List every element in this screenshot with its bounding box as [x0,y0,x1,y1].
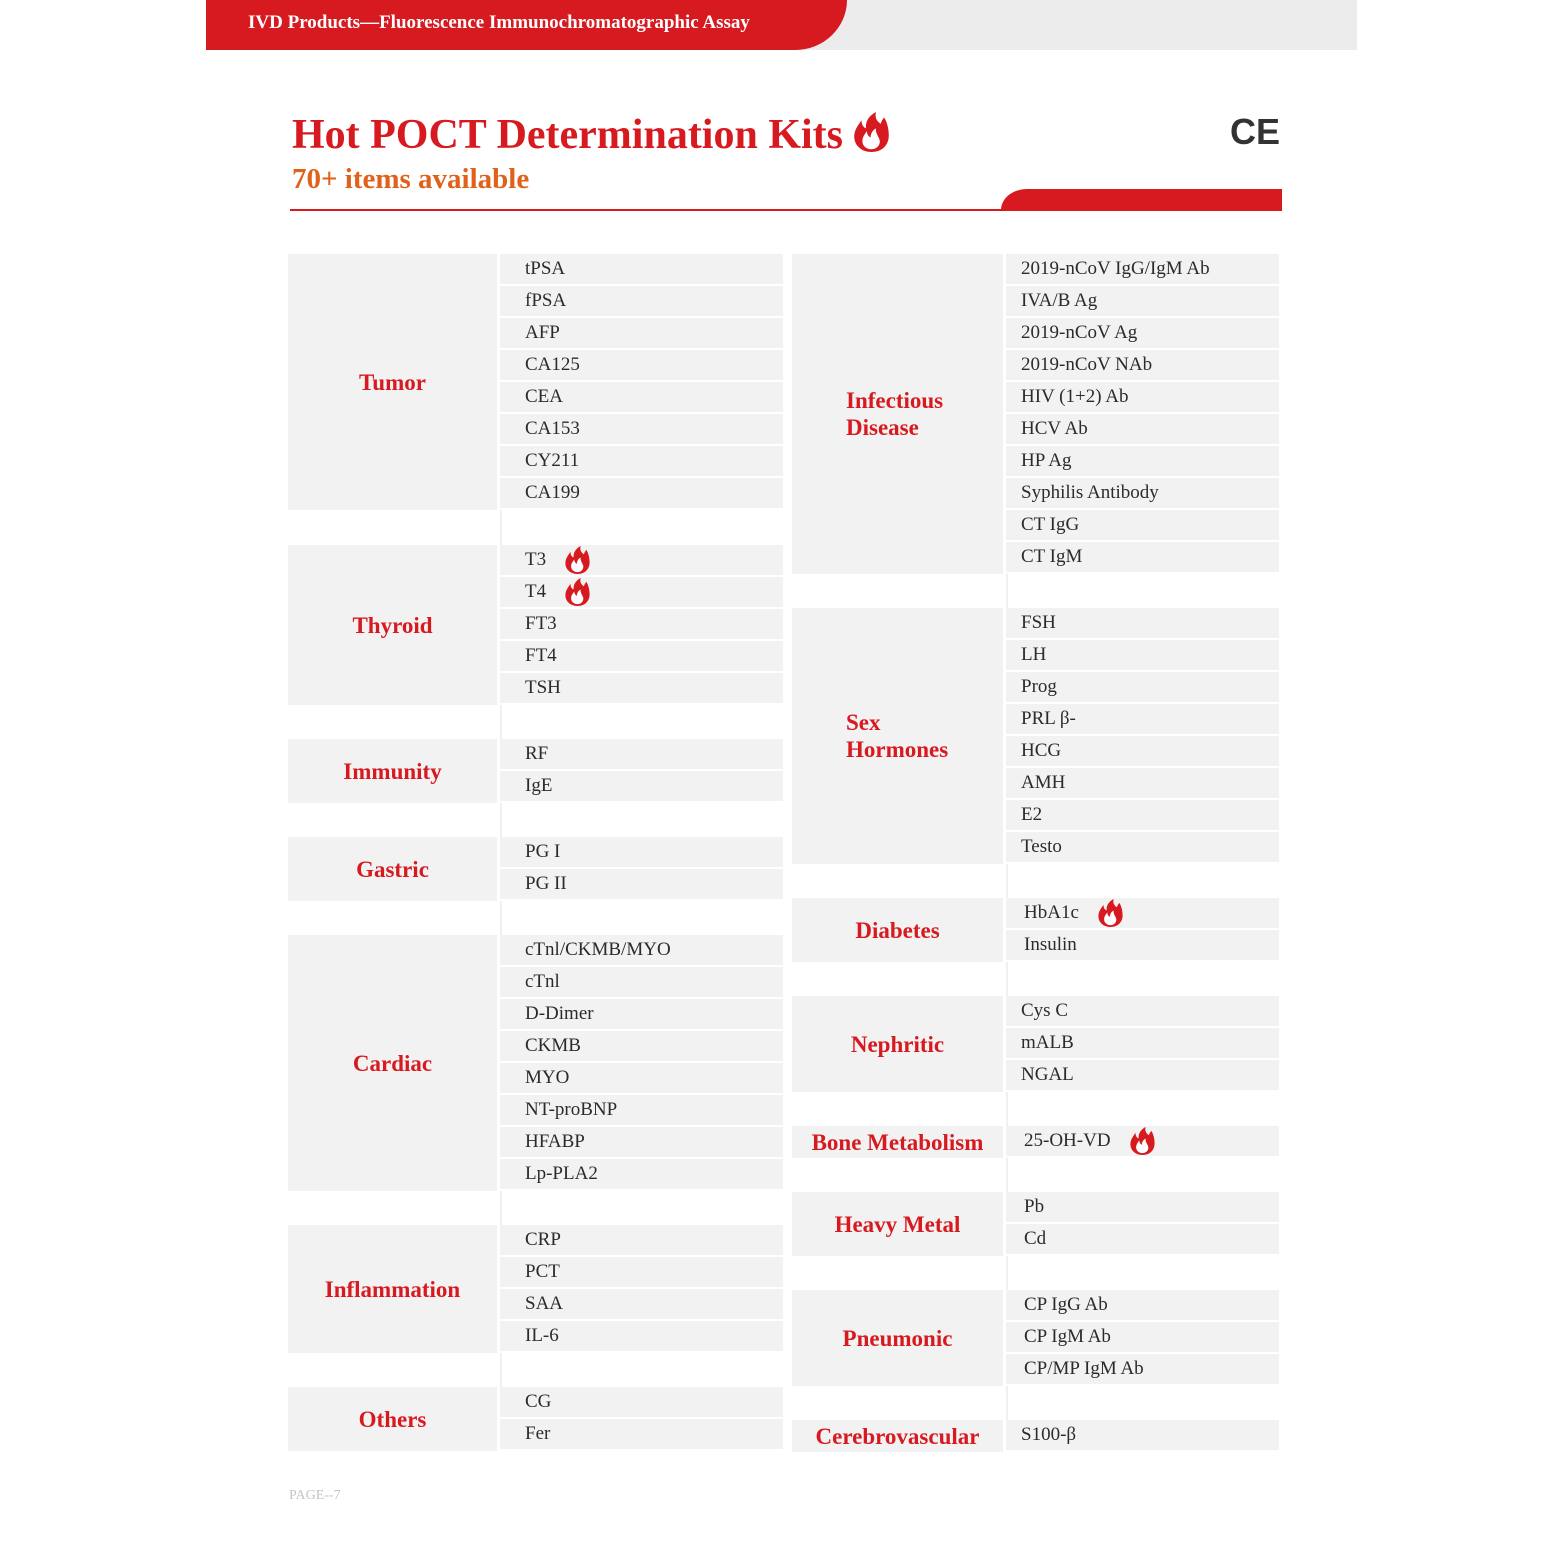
item-name: HP Ag [1021,450,1072,471]
group-spacer [792,1092,1279,1126]
group-spacer [792,1256,1279,1290]
list-item [500,1127,783,1159]
list-item [500,446,783,478]
flame-icon [1129,1127,1156,1155]
group-spacer [288,1353,783,1387]
category-group-inflammation [288,1225,783,1353]
item-name: 25-OH-VD [1024,1130,1111,1151]
category-group-nephritic [792,996,1279,1092]
list-item [1006,800,1279,832]
list-item [1006,608,1279,640]
list-item [1006,832,1279,864]
list-item [500,1289,783,1321]
list-item [1006,640,1279,672]
list-item [500,478,783,510]
item-name: IgE [525,775,553,796]
list-item [1006,1420,1279,1452]
list-item [1006,478,1279,510]
item-name: CP/MP IgM Ab [1024,1358,1144,1379]
list-item [1006,1028,1279,1060]
item-name: CKMB [525,1035,581,1056]
category-label: Tumor [288,254,497,510]
list-item [500,577,783,609]
item-name: NGAL [1021,1064,1074,1085]
category-label [792,608,1003,864]
item-name: Syphilis Antibody [1021,482,1159,503]
flame-icon [564,578,591,606]
list-item [500,1419,783,1451]
list-item [1006,350,1279,382]
list-item [500,609,783,641]
item-name: 2019-nCoV Ag [1021,322,1138,343]
item-name: cTnl [525,971,560,992]
list-item [1006,1224,1279,1256]
page-number: PAGE--7 [289,1488,341,1503]
list-item [1006,1060,1279,1092]
list-item [500,1321,783,1353]
category-group-bone-metabolism [792,1126,1279,1158]
list-item [500,545,783,577]
category-label: Diabetes [792,898,1003,962]
item-list [1006,1192,1279,1256]
category-group-others [288,1387,783,1451]
item-name: PCT [525,1261,560,1282]
list-item [1006,510,1279,542]
item-name: FSH [1021,612,1056,633]
list-item [500,935,783,967]
category-group-gastric [288,837,783,901]
item-name: 2019-nCoV IgG/IgM Ab [1021,258,1210,279]
title-rule-tab [1001,189,1282,210]
category-label: Immunity [288,739,497,803]
item-name: CA125 [525,354,580,375]
item-name: RF [525,743,549,764]
item-name: Cys C [1021,1000,1068,1021]
category-group-heavy-metal [792,1192,1279,1256]
right-category-table [792,254,1279,1452]
group-spacer [288,901,783,935]
item-list [1006,898,1279,962]
item-list [1006,254,1279,574]
item-name: FT4 [525,645,557,666]
category-label: Pneumonic [792,1290,1003,1386]
item-name: mALB [1021,1032,1074,1053]
header-banner-text: IVD Products—Fluorescence Immunochromatographic Assay [248,12,750,33]
category-label: Cerebrovascular [792,1420,1003,1452]
item-name: Insulin [1024,934,1077,955]
item-name: HCG [1021,740,1062,761]
item-name: Lp-PLA2 [525,1163,598,1184]
page-title: Hot POCT Determination Kits [292,112,844,158]
group-spacer [288,510,783,545]
item-name: CG [525,1391,552,1412]
category-label: Heavy Metal [792,1192,1003,1256]
item-list [1006,608,1279,864]
category-group-cardiac [288,935,783,1191]
list-item [500,1225,783,1257]
category-group-immunity [288,739,783,803]
list-item [500,1063,783,1095]
ce-mark-icon [1230,111,1281,152]
item-list [500,1225,783,1353]
item-name: T4 [525,581,547,602]
item-name: AMH [1021,772,1066,793]
item-name: fPSA [525,290,567,311]
item-list [500,545,783,705]
list-item [1006,286,1279,318]
item-name: HFABP [525,1131,585,1152]
category-group-infectious-disease [792,254,1279,574]
item-list [500,935,783,1191]
list-item [500,999,783,1031]
list-item [1006,768,1279,800]
list-item [1006,382,1279,414]
item-list [1006,996,1279,1092]
list-item [500,837,783,869]
list-item [1006,1126,1279,1158]
item-name: HbA1c [1024,902,1079,923]
category-label: Inflammation [288,1225,497,1353]
item-name: PG I [525,841,561,862]
item-name: Testo [1021,836,1062,857]
category-group-diabetes [792,898,1279,962]
group-spacer [288,1191,783,1225]
item-list [500,1387,783,1451]
item-name: CEA [525,386,563,407]
item-name: HCV Ab [1021,418,1088,439]
category-label-line: Sex [846,710,881,735]
item-name: CP IgM Ab [1024,1326,1111,1347]
item-name: NT-proBNP [525,1099,618,1120]
category-label: Bone Metabolism [792,1126,1003,1158]
item-name: E2 [1021,804,1043,825]
item-list [500,254,783,510]
item-name: CRP [525,1229,561,1250]
category-label: Nephritic [792,996,1003,1092]
list-item [1006,1192,1279,1224]
item-name: LH [1021,644,1047,665]
item-name: 2019-nCoV NAb [1021,354,1153,375]
item-name: Pb [1024,1196,1045,1217]
category-group-sex-hormones [792,608,1279,864]
list-item [500,1095,783,1127]
category-group-thyroid [288,545,783,705]
list-item [500,414,783,446]
group-spacer [792,864,1279,898]
list-item [500,1257,783,1289]
list-item [500,1031,783,1063]
list-item [1006,446,1279,478]
page-subtitle: 70+ items available [292,163,530,195]
item-name: CT IgG [1021,514,1080,535]
list-item [500,1159,783,1191]
group-spacer [792,574,1279,608]
category-label-line: Disease [846,415,919,440]
list-item [1006,736,1279,768]
list-item [500,641,783,673]
item-name: IVA/B Ag [1021,290,1098,311]
list-item [1006,930,1279,962]
item-list [1006,1420,1279,1452]
list-item [500,967,783,999]
item-name: CY211 [525,450,580,471]
item-list [1006,1126,1279,1158]
item-name: CA153 [525,418,580,439]
item-list [500,739,783,803]
category-group-tumor [288,254,783,510]
item-name: PRL β- [1021,708,1076,729]
category-label: Gastric [288,837,497,901]
item-name: Prog [1021,676,1057,697]
list-item [1006,318,1279,350]
left-category-table [288,254,783,1451]
category-label [792,254,1003,574]
list-item [500,382,783,414]
item-name: T3 [525,549,547,570]
list-item [1006,996,1279,1028]
list-item [1006,1354,1279,1386]
list-item [500,350,783,382]
category-group-cerebrovascular [792,1420,1279,1452]
flame-icon [564,546,591,574]
category-label-line: Infectious [846,388,944,413]
group-spacer [792,1158,1279,1192]
list-item [500,254,783,286]
category-label: Others [288,1387,497,1451]
list-item [1006,254,1279,286]
list-item [500,771,783,803]
list-item [500,286,783,318]
category-label: Cardiac [288,935,497,1191]
item-name: PG II [525,873,567,894]
list-item [1006,898,1279,930]
flame-icon [1097,899,1124,927]
item-name: tPSA [525,258,566,279]
item-name: AFP [525,322,560,343]
item-name: CT IgM [1021,546,1083,567]
item-name: cTnl/CKMB/MYO [525,939,671,960]
group-spacer [288,705,783,739]
list-item [500,1387,783,1419]
item-name: Cd [1024,1228,1047,1249]
group-spacer [792,1386,1279,1420]
list-item [1006,1322,1279,1354]
category-label: Thyroid [288,545,497,705]
list-item [1006,542,1279,574]
item-list [1006,1290,1279,1386]
item-name: CA199 [525,482,580,503]
item-name: MYO [525,1067,570,1088]
list-item [500,673,783,705]
item-name: CP IgG Ab [1024,1294,1108,1315]
item-list [500,837,783,901]
list-item [1006,1290,1279,1322]
item-name: IL-6 [525,1325,559,1346]
list-item [1006,672,1279,704]
list-item [1006,704,1279,736]
category-group-pneumonic [792,1290,1279,1386]
svg-text:CE: CE [1230,111,1281,152]
item-name: D-Dimer [525,1003,594,1024]
list-item [500,739,783,771]
flame-icon [853,112,890,152]
item-name: HIV (1+2) Ab [1021,386,1129,407]
group-spacer [792,962,1279,996]
list-item [500,869,783,901]
item-name: SAA [525,1293,564,1314]
item-name: TSH [525,677,561,698]
item-name: Fer [525,1423,551,1444]
list-item [500,318,783,350]
category-label-line: Hormones [846,737,949,762]
item-name: FT3 [525,613,557,634]
group-spacer [288,803,783,837]
list-item [1006,414,1279,446]
item-name: S100-β [1021,1424,1077,1445]
